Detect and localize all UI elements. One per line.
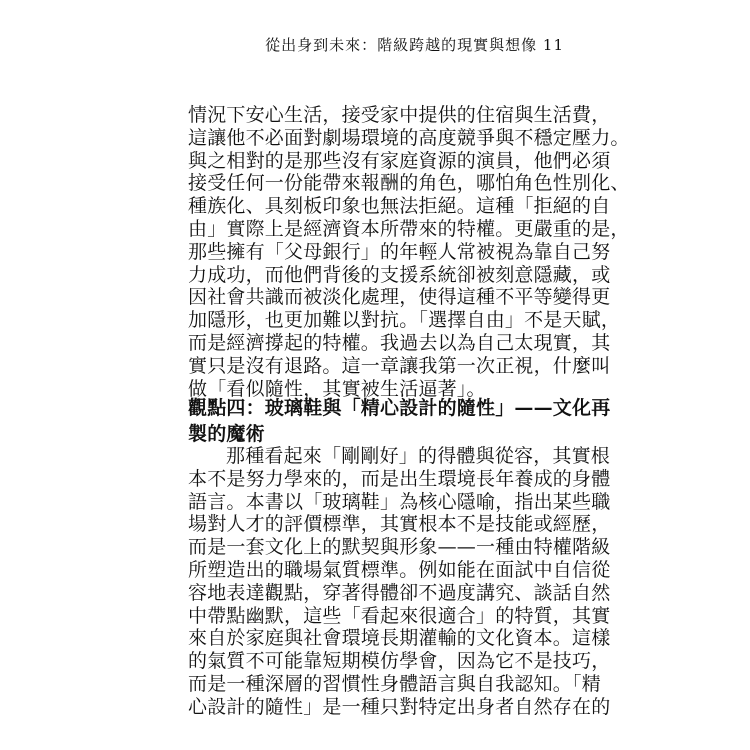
text-line: 中帶點幽默，這些「看起來很適合」的特質，其實 — [188, 604, 611, 627]
text-line: 那些擁有「父母銀行」的年輕人常被視為靠自己努 — [188, 240, 611, 263]
text-line: 本不是努力學來的，而是出生環境長年養成的身體 — [188, 467, 611, 490]
text-line: 所塑造出的職場氣質標準。例如能在面試中自信從 — [188, 558, 611, 581]
text-line: 場對人才的評價標準，其實根本不是技能或經歷， — [188, 513, 611, 536]
text-line: 而是經濟撐起的特權。我過去以為自己太現實，其 — [188, 331, 611, 354]
text-line: 由」實際上是經濟資本所帶來的特權。更嚴重的是， — [188, 217, 630, 240]
running-header: 從出身到未來：階級跨越的現實與想像 11 — [265, 36, 564, 54]
text-line: 這讓他不必面對劇場環境的高度競爭與不穩定壓力。 — [188, 126, 630, 149]
section-heading — [188, 395, 611, 447]
text-line: 力成功，而他們背後的支援系統卻被刻意隱藏，或 — [188, 263, 611, 286]
heading-line: 製的魔術 — [188, 423, 265, 445]
text-line: 實只是沒有退路。這一章讓我第一次正視，什麼叫 — [188, 354, 611, 377]
text-line: 與之相對的是那些沒有家庭資源的演員，他們必須 — [188, 149, 611, 172]
text-line: 因社會共識而被淡化處理，使得這種不平等變得更 — [188, 286, 611, 309]
text-line: 的氣質不可能靠短期模仿學會，因為它不是技巧， — [188, 650, 611, 673]
body-paragraph-1 — [188, 104, 630, 400]
text-line: 那種看起來「剛剛好」的得體與從容，其實根 — [226, 445, 611, 467]
body-paragraph-2 — [188, 445, 611, 719]
text-line: 容地表達觀點，穿著得體卻不過度講究、談話自然 — [188, 581, 611, 604]
text-line: 接受任何一份能帶來報酬的角色，哪怕角色性別化、 — [188, 172, 630, 195]
text-line: 加隱形，也更加難以對抗。「選擇自由」不是天賦， — [188, 309, 621, 332]
text-line: 心設計的隨性」是一種只對特定出身者自然存在的 — [188, 695, 611, 718]
text-line: 做「看似隨性，其實被生活逼著」。 — [188, 377, 486, 400]
text-line: 來自於家庭與社會環境長期灌輸的文化資本。這樣 — [188, 627, 611, 650]
text-line: 情況下安心生活，接受家中提供的住宿與生活費， — [188, 104, 611, 126]
text-line: 而是一種深層的習慣性身體語言與自我認知。「精 — [188, 672, 601, 695]
text-line: 而是一套文化上的默契與形象——一種由特權階級 — [188, 536, 611, 559]
text-line: 種族化、具刻板印象也無法拒絕。這種「拒絕的自 — [188, 195, 611, 218]
text-line: 語言。本書以「玻璃鞋」為核心隱喻，指出某些職 — [188, 490, 611, 513]
heading-line: 觀點四：玻璃鞋與「精心設計的隨性」——文化再 — [188, 397, 611, 419]
